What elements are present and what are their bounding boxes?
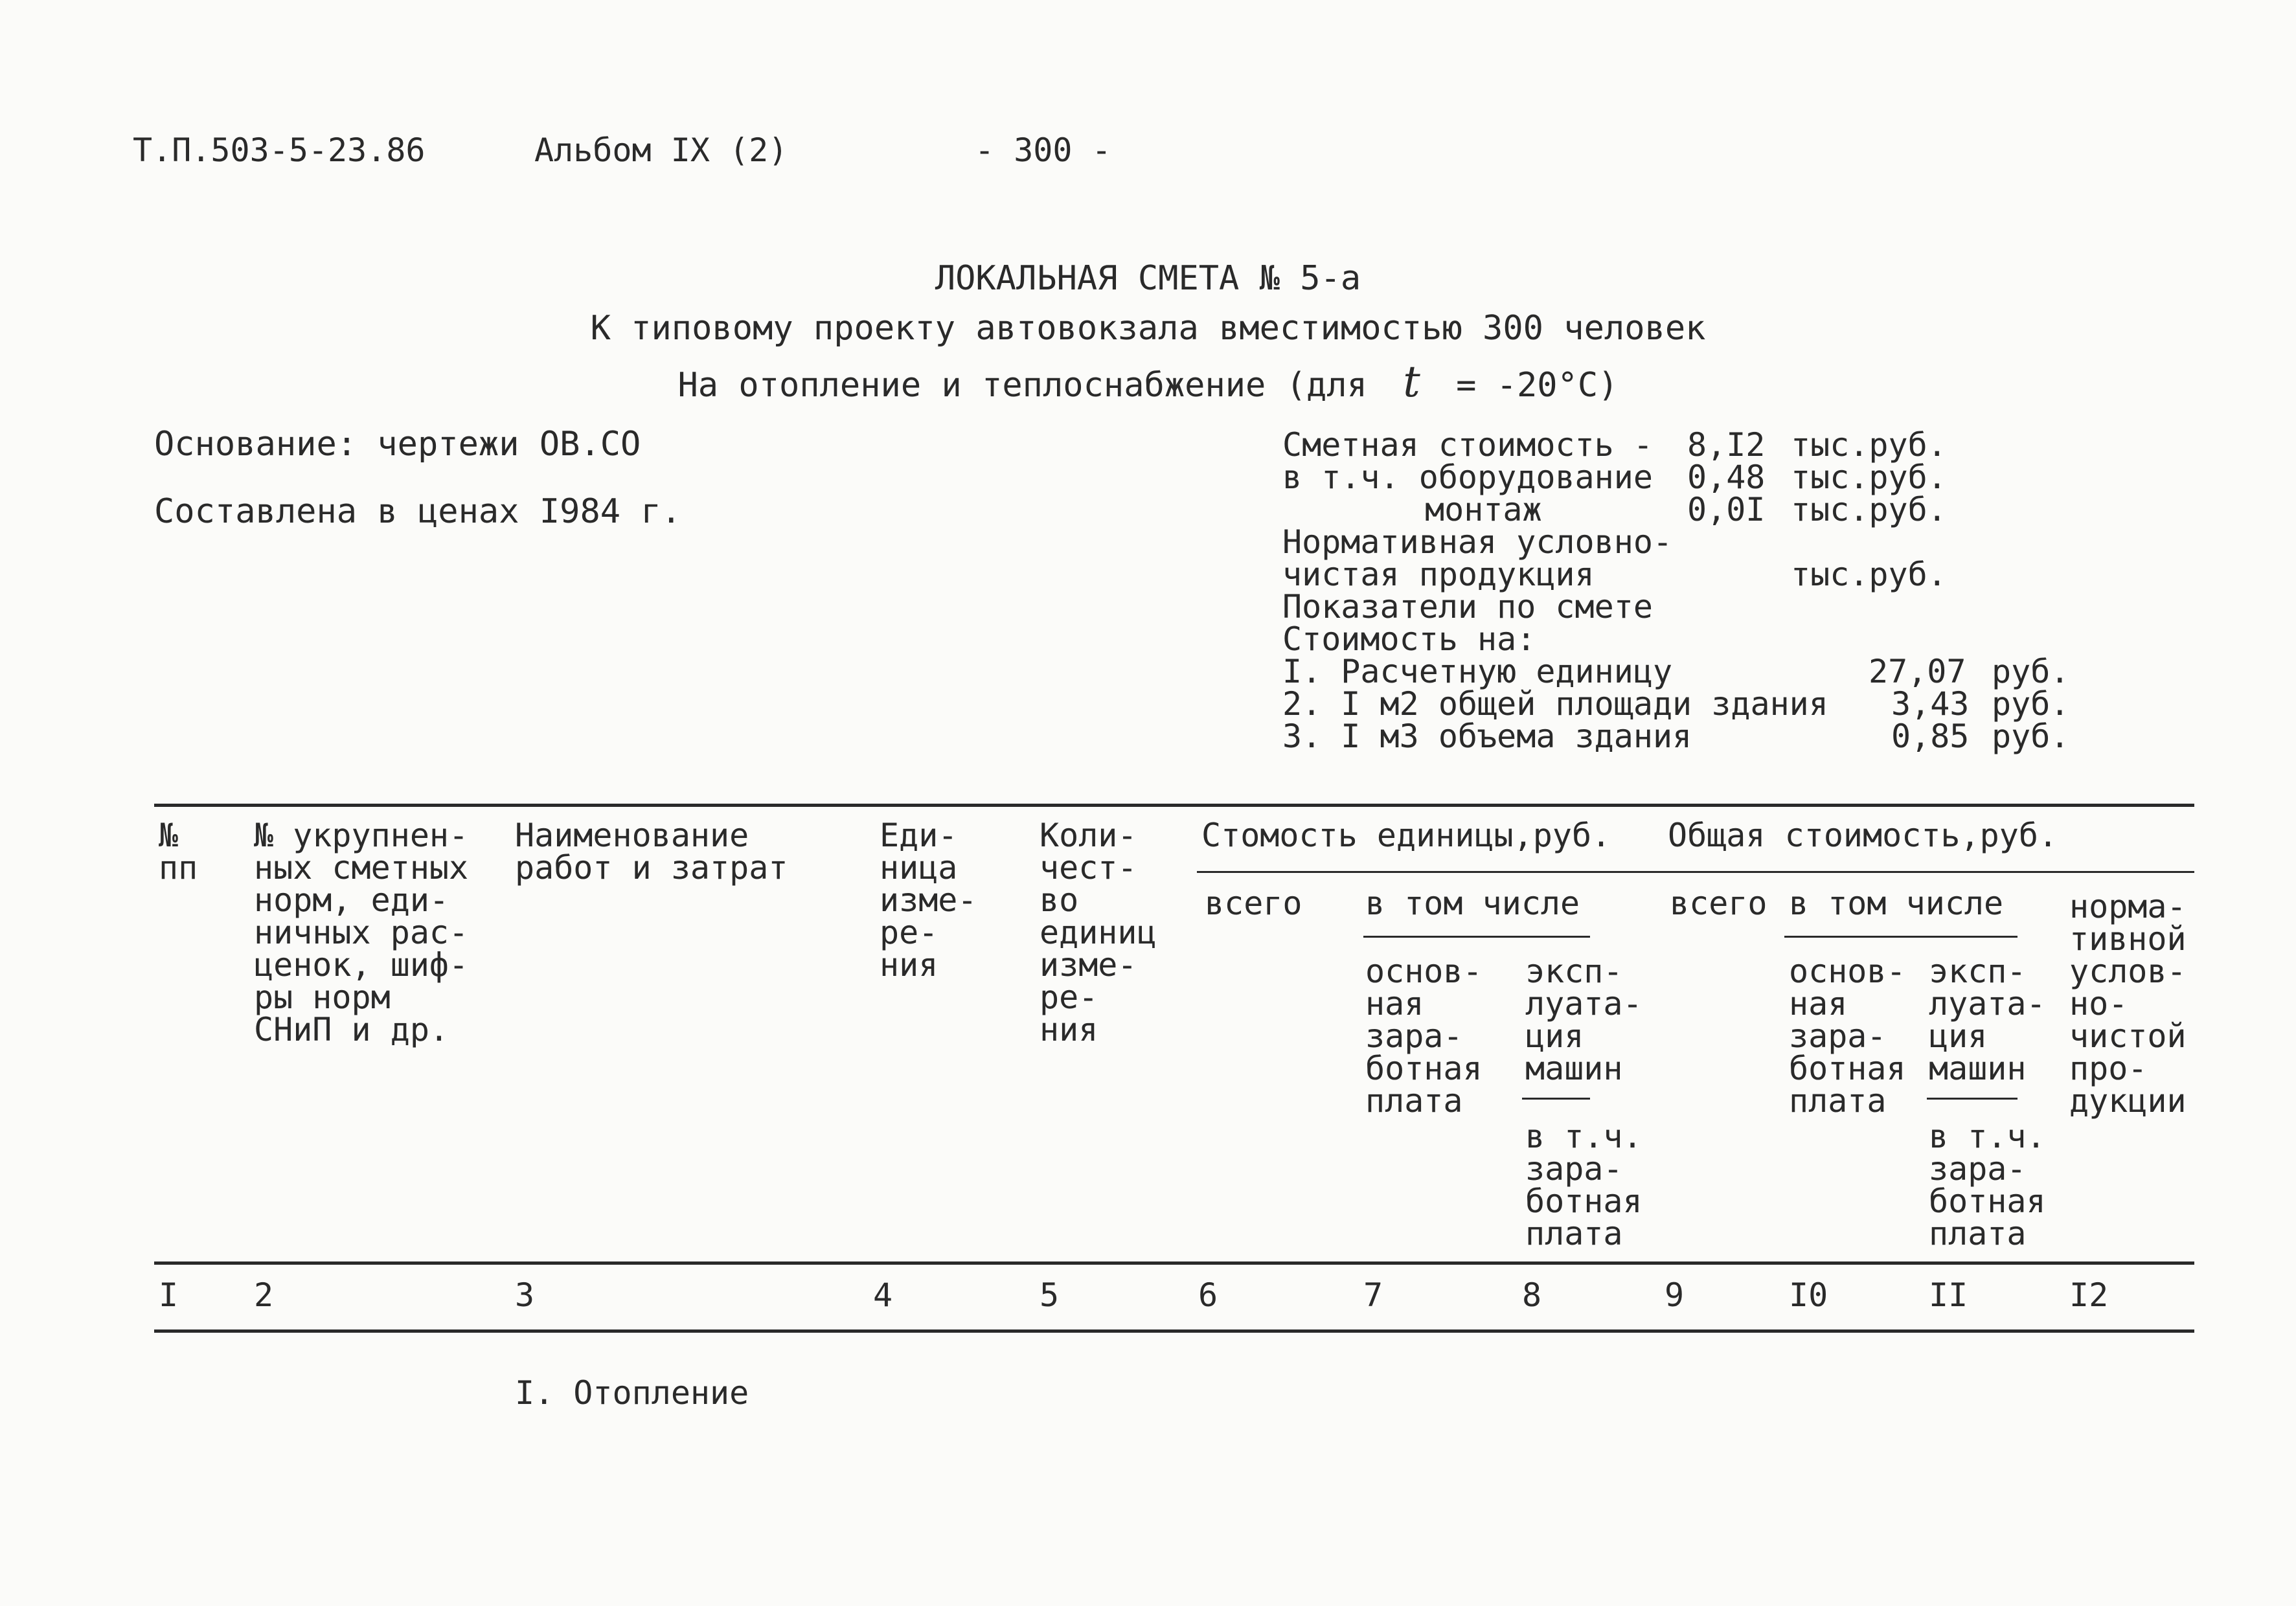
base-wage-line: ботная (1365, 1050, 1483, 1087)
indicators-label: Показатели по смете (1282, 588, 1653, 626)
col-norms-line: СНиП и др. (254, 1011, 449, 1048)
unit-incl-header: в том числе (1365, 885, 1580, 922)
base-wage-line: плата (1789, 1082, 1887, 1120)
col-name-line: работ и затрат (515, 849, 788, 887)
col-qty-line: ния (1040, 1011, 1098, 1048)
net-product-label-1: Нормативная условно- (1282, 523, 1673, 561)
normative-line: дукции (2069, 1082, 2187, 1120)
estimate-purpose (0, 357, 2296, 407)
total-incl-rule (1784, 936, 2018, 938)
purpose-suffix: = -20°С) (1456, 366, 1619, 405)
base-wage-line: ная (1789, 985, 1848, 1023)
col-qty-header (1040, 819, 1157, 1046)
base-wage-line: ботная (1789, 1050, 1906, 1087)
unit-machine-rule (1522, 1098, 1590, 1100)
col-unit-header (880, 817, 977, 984)
basis-prices: Составлена в ценах I984 г. (154, 492, 681, 531)
machine-op-line: машин (1929, 1050, 2027, 1087)
machine-op-line: эксп- (1525, 953, 1623, 990)
temperature-symbol: t (1403, 357, 1420, 407)
installation-unit: тыс.руб. (1791, 491, 1947, 528)
col-qty-line: единиц (1040, 914, 1157, 951)
base-wage-line: зара- (1365, 1017, 1463, 1055)
equipment-label: в т.ч. оборудование (1282, 458, 1653, 496)
col-qty-line: во (1040, 881, 1079, 919)
installation-label: монтаж (1425, 491, 1542, 528)
per-m2-unit: руб. (1992, 685, 2070, 723)
header-bottom-rule (154, 1261, 2194, 1265)
estimate-title: ЛОКАЛЬНАЯ СМЕТА № 5-а (935, 259, 1361, 298)
col-num-header (159, 817, 198, 887)
col-number-6: 6 (1198, 1276, 1218, 1314)
total-total-header: всего (1670, 885, 1767, 922)
machine-wage-line: в т.ч. (1525, 1118, 1642, 1155)
machine-op-line: ция (1929, 1017, 1988, 1055)
numbers-bottom-rule (154, 1329, 2194, 1333)
col-qty-line: Коли- (1040, 817, 1137, 854)
col-norms-line: ничных рас- (254, 914, 469, 951)
col-number-10: I0 (1789, 1276, 1828, 1314)
col-norms-line: норм, еди- (254, 881, 449, 919)
col-number-4: 4 (873, 1276, 893, 1314)
per-m2-label: 2. I м2 общей площади здания (1282, 685, 1828, 723)
document-code: Т.П.503-5-23.86 (133, 131, 426, 169)
col-number-3: 3 (515, 1276, 535, 1314)
machine-wage-line: плата (1929, 1215, 2027, 1252)
total-machine-header (1929, 955, 2046, 1085)
col-number-9: 9 (1665, 1276, 1685, 1314)
normative-line: тивной (2069, 920, 2187, 958)
per-unit-label: I. Расчетную единицу (1282, 653, 1673, 690)
unit-incl-rule (1363, 936, 1590, 938)
normative-line: про- (2069, 1050, 2148, 1087)
col-name-header (515, 817, 788, 887)
machine-wage-line: ботная (1929, 1182, 2046, 1220)
col-number-1: I (159, 1276, 179, 1314)
estimated-cost-value: 8,I2 (1687, 426, 1766, 464)
machine-wage-line: зара- (1525, 1150, 1623, 1188)
normative-line: норма- (2069, 888, 2187, 925)
album-label: Альбом IX (2) (534, 131, 788, 169)
base-wage-line: зара- (1789, 1017, 1887, 1055)
unit-machine-wage-header (1525, 1120, 1642, 1250)
col-number-8: 8 (1522, 1276, 1542, 1314)
col-norms-line: ных сметных (254, 849, 469, 887)
col-unit-line: ния (880, 946, 938, 984)
col-number-11: II (1929, 1276, 1968, 1314)
col-unit-line: ница (880, 849, 958, 887)
normative-line: услов- (2069, 953, 2187, 990)
machine-wage-line: в т.ч. (1929, 1118, 2046, 1155)
net-product-label-2: чистая продукция (1282, 556, 1595, 593)
col-num-line: № (159, 817, 179, 854)
base-wage-line: основ- (1789, 953, 1906, 990)
col-norms-line: ры норм (254, 978, 391, 1016)
col-unit-line: Еди- (880, 817, 958, 854)
base-wage-line: основ- (1365, 953, 1483, 990)
total-base-wage-header (1789, 953, 1906, 1120)
total-incl-header: в том числе (1789, 885, 2004, 922)
per-m3-unit: руб. (1992, 718, 2070, 755)
table-top-rule (154, 804, 2194, 807)
col-num-line: пп (159, 849, 198, 887)
unit-machine-header (1525, 955, 1642, 1085)
col-number-5: 5 (1040, 1276, 1060, 1314)
total-machine-rule (1927, 1098, 2018, 1100)
per-m3-value: 0,85 (1891, 718, 1970, 755)
col-qty-line: чест- (1040, 849, 1137, 887)
col-number-2: 2 (254, 1276, 274, 1314)
per-m3-label: 3. I м3 объема здания (1282, 718, 1692, 755)
machine-op-line: луата- (1929, 985, 2046, 1023)
estimated-cost-unit: тыс.руб. (1791, 426, 1947, 464)
normative-product-header (2069, 888, 2187, 1120)
machine-op-line: эксп- (1929, 953, 2027, 990)
basis-drawings: Основание: чертежи ОВ.СО (154, 425, 641, 464)
col-norms-header (254, 819, 468, 1046)
per-m2-value: 3,43 (1891, 685, 1970, 723)
normative-line: чистой (2069, 1017, 2187, 1055)
per-unit-value: 27,07 (1869, 653, 1966, 690)
section-heading: I. Отопление (515, 1374, 749, 1412)
page-number: - 300 - (975, 131, 1111, 169)
col-qty-line: ре- (1040, 978, 1098, 1016)
col-qty-line: изме- (1040, 946, 1137, 984)
cost-per-label: Стоимость на: (1282, 620, 1536, 658)
total-machine-wage-header (1929, 1120, 2046, 1250)
per-unit-unit: руб. (1992, 653, 2070, 690)
installation-value: 0,0I (1687, 491, 1766, 528)
base-wage-line: плата (1365, 1082, 1463, 1120)
purpose-prefix: На отопление и теплоснабжение (для (677, 366, 1367, 405)
col-name-line: Наименование (515, 817, 749, 854)
machine-op-line: машин (1525, 1050, 1623, 1087)
unit-base-wage-header (1365, 953, 1483, 1120)
cost-group-rule (1197, 871, 2194, 873)
col-unit-line: ре- (880, 914, 938, 951)
machine-wage-line: зара- (1929, 1150, 2027, 1188)
col-norms-line: № укрупнен- (254, 817, 469, 854)
estimated-cost-label: Сметная стоимость - (1282, 426, 1653, 464)
equipment-unit: тыс.руб. (1791, 458, 1947, 496)
machine-wage-line: ботная (1525, 1182, 1642, 1220)
estimate-subtitle: К типовому проекту автовокзала вместимостью 300 человек (590, 309, 1706, 348)
unit-cost-group-header: Стомость единицы,руб. (1201, 817, 1611, 854)
col-unit-line: изме- (880, 881, 977, 919)
net-product-unit: тыс.руб. (1791, 556, 1947, 593)
unit-total-header: всего (1205, 885, 1302, 922)
machine-wage-line: плата (1525, 1215, 1623, 1252)
col-number-12: I2 (2069, 1276, 2109, 1314)
col-norms-line: ценок, шиф- (254, 946, 469, 984)
machine-op-line: луата- (1525, 985, 1642, 1023)
equipment-value: 0,48 (1687, 458, 1766, 496)
base-wage-line: ная (1365, 985, 1424, 1023)
col-number-7: 7 (1363, 1276, 1383, 1314)
total-cost-group-header: Общая стоимость,руб. (1668, 817, 2058, 854)
machine-op-line: ция (1525, 1017, 1584, 1055)
normative-line: но- (2069, 985, 2128, 1023)
